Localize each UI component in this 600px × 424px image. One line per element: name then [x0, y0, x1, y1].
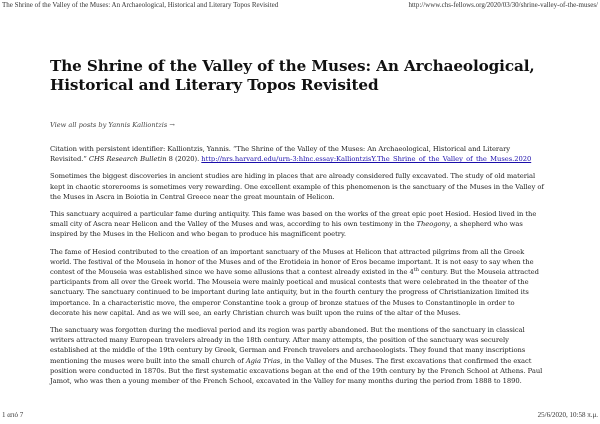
article-title: The Shrine of the Valley of the Muses: An Archaeological, Historical and Literary Topos Revisited	[50, 57, 535, 94]
article	[50, 57, 544, 393]
text: The fame of Hesiod contributed to the creation of an important sanctuary of the Muses at Helicon that attracted pilgrims from all the Greek world. The festival of the Mouseia in honor of the Muses and of the Erotideia in honor of Eros became important. It is not easy to say when the contest of the Mouseia was established since we have some allusions that a contest already existed in the 4	[50, 247, 534, 277]
print-header-title: The Shrine of the Valley of the Muses: An Archaeological, Historical and Literary Topos Revisited	[2, 1, 279, 9]
superscript: th	[413, 266, 419, 273]
print-footer-page: 1 από 7	[2, 411, 24, 419]
paragraph-4	[50, 325, 544, 386]
text: The sanctuary was forgotten during the medieval period and its region was partly abandoned. But the mentions of the sanctuary in classical writers attracted many European travelers already in the 18th century. After many attempts, the position of the sanctuary was securely established at the middle of the 19th century by Greek, German and French travelers and archaeologists. They found that many inscriptions mentioning the muses were built into the small church of	[50, 326, 526, 365]
paragraph-2	[50, 209, 544, 240]
persistent-identifier-link[interactable]: http://nrs.harvard.edu/urn-3:hlnc.essay:KalliontzisY.The_Shrine_of_the_Valley_of_the_Muses.2020	[201, 155, 532, 164]
paragraph-1: Sometimes the biggest discoveries in ancient studies are hiding in places that are already considered fully excavated. The study of old material kept in chaotic storerooms is sometimes very rewarding. One excellent example of this phenomenon is the sanctuary of the Muses in the Valley of the Muses in Ascra in Boiotia in Central Greece near the great mountain of Helicon.	[50, 172, 544, 201]
text: This sanctuary acquired a particular fame during antiquity. This fame was based on the works of the great epic poet Hesiod. Hesiod lived in the small city of Ascra near Helicon and the Valley of the Muses and was, according to his own testimony in the	[50, 210, 537, 229]
text: , in the Valley of the Muses. The first excavations that confirmed the exact position were conducted in 1870s. But the first systematic excavations began at the end of the 19th century by the French School at Athens. Paul Jamot, who was then a young member of the French School, excavated in the Valley for many months during the period from 1888 to 1890.	[50, 356, 543, 386]
citation-journal: CHS Research Bulletin	[88, 155, 167, 164]
author-posts-link[interactable]: View all posts by Yannis Kalliontzis →	[50, 121, 175, 129]
text: , a shepherd who was inspired by the Muses in the Helicon and who began to produce his magnificent poetry.	[50, 220, 523, 239]
italic-text: Theogony	[416, 220, 450, 229]
text: century. But the Mouseia attracted participants from all over the Greek world. The Mouseia were mainly poetical and musical contests that were celebrated in the theater of the sanctuary. The sanctuary continued to be important during late antiquity, but in the fourth century the progress of Christianization limited its importance. In a characteristic move, the emperor Constantine took a group of bronze statues of the Muses to Constantinople in order to decorate his new capital. And as we will see, an early Christian church was built upon the ruins of the altar of the Muses.	[50, 268, 539, 317]
citation-text: Citation with persistent identifier: Kalliontzis, Yannis. “The Shrine of the Valley of the Muses: An Archaeological, Historical and Literary Revisited.”	[50, 145, 511, 164]
paragraph-3	[50, 247, 544, 318]
print-footer-datetime: 25/6/2020, 10:58 π.μ.	[537, 411, 598, 419]
italic-text: Agia Trias	[245, 356, 281, 365]
citation-volume: 8 (2020).	[166, 155, 202, 164]
citation	[50, 144, 544, 164]
print-header-url: http://www.chs-fellows.org/2020/03/30/shrine-valley-of-the-muses/	[408, 1, 598, 9]
